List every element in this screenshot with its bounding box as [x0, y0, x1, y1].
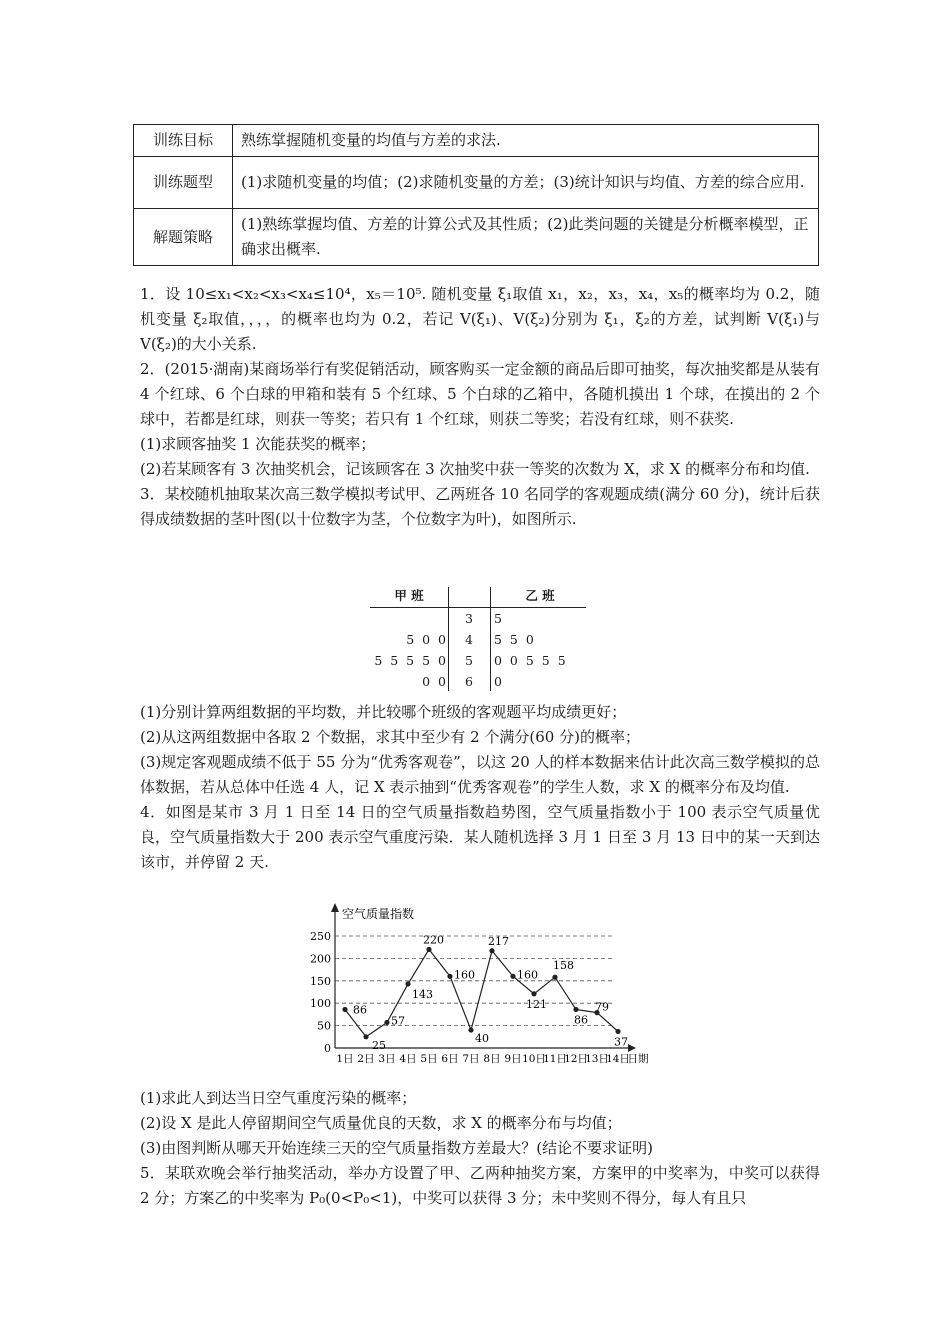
- q2-part2: (2)若某顾客有 3 次抽奖机会，记该顾客在 3 次抽奖中获一等奖的次数为 X，求 X 的概率分布和均值.: [140, 460, 810, 478]
- question-block-3-4: [140, 700, 820, 875]
- x-tick-labels: [336, 1052, 649, 1065]
- x-tick-label: 10日: [522, 1053, 546, 1065]
- table-row: [134, 209, 819, 266]
- y-tick-label: 50: [317, 1019, 331, 1033]
- data-point: [342, 1007, 347, 1012]
- question-block-1-3: [140, 282, 820, 532]
- x-tick-label: 14日: [606, 1053, 630, 1065]
- data-point: [468, 1027, 473, 1032]
- q2-text: 2．(2015·湖南)某商场举行有奖促销活动，顾客购买一定金额的商品后即可抽奖，每次抽奖都是从装有 4 个红球、6 个白球的甲箱和装有 5 个红球、5 个白球的乙箱中，各随机摸出 1 个球，在摸出的 2 个球中，若都是红球，则获一等奖；若只有 1 个红球，则获二等奖；若没有红球，则不获奖.: [140, 360, 820, 428]
- data-label: 143: [412, 987, 433, 1001]
- right-class-header: 乙 班: [525, 588, 555, 603]
- data-point: [426, 947, 431, 952]
- x-tick-label: 3日: [378, 1053, 396, 1065]
- training-goals-table: [133, 124, 819, 266]
- stem: 5: [465, 653, 473, 668]
- data-point: [405, 981, 410, 986]
- stem-leaf-header: [370, 585, 586, 607]
- x-tick-label: 2日: [357, 1053, 375, 1065]
- left-leaves: 5 0 0: [406, 632, 448, 647]
- question-block-4-5: [140, 1086, 820, 1211]
- stem-leaf-row: [370, 650, 586, 672]
- right-leaves: 0 0 5 5 5: [494, 653, 568, 668]
- table-row: [134, 125, 819, 157]
- y-tick-label: 200: [310, 952, 331, 966]
- q1-text: 1．设 10≤x₁<x₂<x₃<x₄≤10⁴，x₅＝10⁵. 随机变量 ξ₁取值 x₁，x₂，x₃，x₄，x₅的概率均为 0.2，随机变量 ξ₂取值，，，，的概率也均为 0.2，若记 V(ξ₁)、V(ξ₂)分别为 ξ₁，ξ₂的方差，试判断 V(ξ₁)与 V(ξ₂)的大小关系.: [140, 285, 820, 353]
- left-leaves: 5 5 5 5 0: [374, 653, 448, 668]
- q2-part1: (1)求顾客抽奖 1 次能获奖的概率；: [140, 435, 376, 453]
- data-point: [384, 1020, 389, 1025]
- data-point: [573, 1007, 578, 1012]
- x-tick-label: 13日: [585, 1053, 609, 1065]
- data-point: [615, 1029, 620, 1034]
- stem: 4: [465, 632, 473, 647]
- y-axis-arrow: [331, 903, 339, 912]
- q4-part2: (2)设 X 是此人停留期间空气质量优良的天数，求 X 的概率分布与均值；: [140, 1114, 622, 1132]
- x-tick-label: 7日: [462, 1053, 480, 1065]
- left-leaves: 0 0: [422, 674, 448, 689]
- y-tick-labels: [310, 930, 331, 1055]
- goal-key: 训练题型: [134, 157, 233, 209]
- table-row: [134, 157, 819, 209]
- y-axis-label: 空气质量指数: [342, 907, 415, 921]
- right-leaves: 5: [494, 611, 504, 626]
- q3-part3: (3)规定客观题成绩不低于 55 分为“优秀客观卷”，以这 20 人的样本数据来估计此次高三数学模拟的总体数据，若从总体中任选 4 人，记 X 表示抽到“优秀客观卷”的学生人数，求 X 的概率分布及均值.: [140, 753, 820, 796]
- q5-text: 5．某联欢晚会举行抽奖活动，举办方设置了甲、乙两种抽奖方案，方案甲的中奖率为，中奖可以获得 2 分；方案乙的中奖率为 P₀(0<P₀<1)，中奖可以获得 3 分；未中奖则不得分，每人有且只: [140, 1164, 820, 1207]
- data-label: 79: [595, 1000, 609, 1014]
- data-label: 160: [454, 968, 475, 982]
- x-tick-label: 9日: [504, 1053, 522, 1065]
- left-class-header: 甲 班: [394, 588, 424, 603]
- data-point: [531, 991, 536, 996]
- goal-value: 熟练掌握随机变量的均值与方差的求法.: [233, 125, 819, 157]
- q4-part1: (1)求此人到达当日空气重度污染的概率；: [140, 1089, 417, 1107]
- x-tick-label: 8日: [483, 1053, 501, 1065]
- data-label: 25: [372, 1038, 386, 1052]
- data-label: 220: [423, 933, 444, 947]
- data-point: [489, 948, 494, 953]
- x-tick-label: 5日: [420, 1053, 438, 1065]
- data-point: [447, 974, 452, 979]
- y-tick-label: 100: [310, 997, 331, 1011]
- stem-leaf-row: [370, 608, 586, 630]
- y-tick-label: 0: [324, 1042, 331, 1055]
- chart-grid: [335, 936, 615, 1026]
- data-label: 86: [574, 1013, 588, 1027]
- y-tick-label: 150: [310, 974, 331, 988]
- x-tick-label: 6日: [441, 1053, 459, 1065]
- right-leaves: 5 5 0: [494, 632, 536, 647]
- goal-value: (1)熟练掌握均值、方差的计算公式及其性质；(2)此类问题的关键是分析概率模型，正确求出概率.: [233, 209, 819, 266]
- data-label: 158: [553, 959, 574, 973]
- data-point: [510, 974, 515, 979]
- q4-text: 4．如图是某市 3 月 1 日至 14 日的空气质量指数趋势图，空气质量指数小于 100 表示空气质量优良，空气质量指数大于 200 表示空气重度污染．某人随机选择 3 月 1 日至 3 月 13 日中的某一天到达该市，并停留 2 天.: [140, 803, 820, 871]
- data-label: 86: [353, 1003, 367, 1017]
- x-axis-arrow: [628, 1044, 636, 1052]
- goal-key: 训练目标: [134, 125, 233, 157]
- data-label: 160: [517, 968, 538, 982]
- y-tick-label: 250: [310, 930, 331, 943]
- air-quality-chart: [310, 898, 649, 1078]
- data-label: 121: [526, 997, 547, 1011]
- x-tick-label: 1日: [336, 1053, 354, 1065]
- q3-part1: (1)分别计算两组数据的平均数，并比较哪个班级的客观题平均成绩更好；: [140, 703, 627, 721]
- q3-part2: (2)从这两组数据中各取 2 个数据，求其中至少有 2 个满分(60 分)的概率；: [140, 728, 640, 746]
- data-point: [363, 1034, 368, 1039]
- goal-key: 解题策略: [134, 209, 233, 266]
- right-leaves: 0: [494, 674, 504, 689]
- stem-leaf-row: [370, 671, 586, 693]
- q4-part3: (3)由图判断从哪天开始连续三天的空气质量指数方差最大？(结论不要求证明): [140, 1139, 653, 1157]
- data-label: 217: [488, 934, 509, 948]
- data-label: 57: [391, 1014, 405, 1028]
- data-label: 37: [614, 1035, 628, 1049]
- x-tick-label: 12日: [564, 1053, 588, 1065]
- stem: 6: [465, 674, 473, 689]
- q3-text: 3．某校随机抽取某次高三数学模拟考试甲、乙两班各 10 名同学的客观题成绩(满分 60 分)，统计后获得成绩数据的茎叶图(以十位数字为茎，个位数字为叶)，如图所示.: [140, 485, 820, 528]
- x-tick-label: 11日: [543, 1053, 567, 1065]
- x-axis-label: 日期: [627, 1053, 649, 1065]
- data-label: 40: [475, 1032, 489, 1046]
- stem-leaf-row: [370, 629, 586, 651]
- goal-value: (1)求随机变量的均值；(2)求随机变量的方差；(3)统计知识与均值、方差的综合应用.: [233, 157, 819, 209]
- x-tick-label: 4日: [399, 1053, 417, 1065]
- stem: 3: [465, 611, 473, 626]
- data-point: [552, 975, 557, 980]
